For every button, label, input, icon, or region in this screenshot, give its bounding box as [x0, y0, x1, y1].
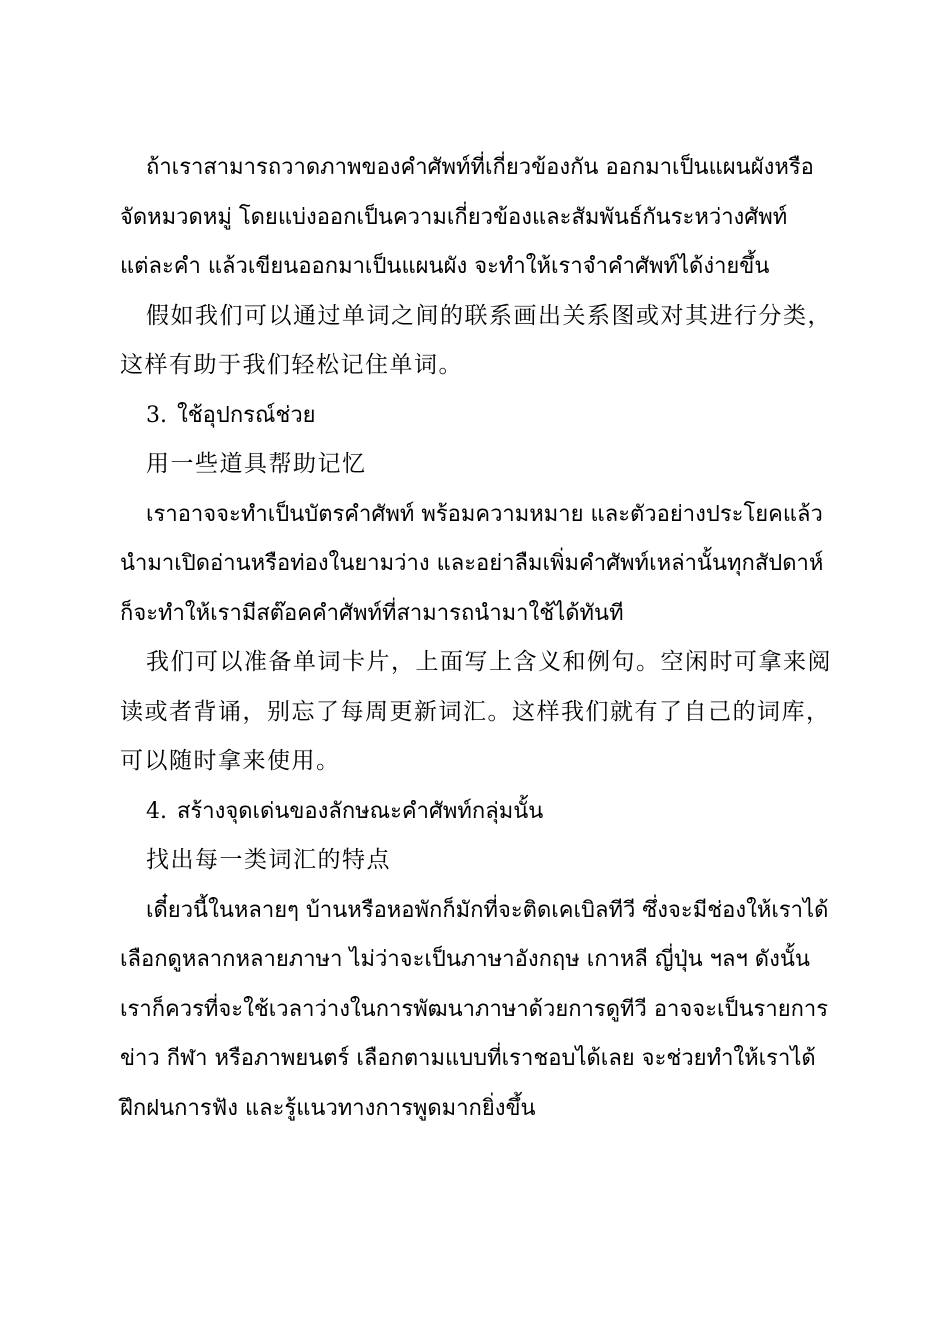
- document-body: [120, 143, 835, 1133]
- section-heading-4: [120, 787, 835, 837]
- section-title-chinese-4: 找出每一类词汇的特点: [146, 847, 391, 873]
- section-title-thai-3: ใช้อุปกรณ์ช่วย: [177, 402, 316, 428]
- paragraph-thai-1: ถ้าเราสามารถวาดภาพของคำศัพท์ที่เกี่ยวข้องกัน ออกมาเป็นแผนผังหรือจัดหมวดหมู่ โดยแบ่งออกเป็นความเกี่ยวข้องและสัมพันธ์กันระหว่างศัพท์แต่ละคำ แล้วเขียนออกมาเป็นแผนผัง จะทำให้เราจำคำศัพท์ได้ง่ายขึ้น: [120, 155, 814, 279]
- section-title-thai-4: สร้างจุดเด่นของลักษณะคำศัพท์กลุ่มนั้น: [177, 798, 544, 824]
- section-number-3: 3.: [146, 402, 167, 428]
- paragraph-thai-2: เราอาจจะทำเป็นบัตรคำศัพท์ พร้อมความหมาย และตัวอย่างประโยคแล้วนำมาเปิดอ่านหรือท่องในยามว่าง และอย่าลืมเพิ่มคำศัพท์เหล่านั้นทุกสัปดาห์ ก็จะทำให้เรามีสต๊อคคำศัพท์ที่สามารถนำมาใช้ได้ทันที: [120, 501, 824, 626]
- paragraph-thai-3: เดี๋ยวนี้ในหลายๆ บ้านหรือหอพักก็มักที่จะติดเคเบิลทีวี ซึ่งจะมีช่องให้เราได้เลือกดูหลากหลายภาษา ไม่ว่าจะเป็นภาษาอังกฤษ เกาหลี ญี่ปุ่น ฯลฯ ดังนั้นเราก็ควรที่จะใช้เวลาว่างในการพัฒนาภาษาด้วยการดูทีวี อาจจะเป็นรายการข่าว กีฬา หรือภาพยนตร์ เลือกตามแบบที่เราชอบได้เลย จะช่วยทำให้เราได้ฝึกฝนการฟัง และรู้แนวทางการพูดมากยิ่งขึ้น: [120, 897, 829, 1121]
- section-number-4: 4.: [146, 798, 167, 824]
- paragraph-chinese-2: 我们可以准备单词卡片，上面写上含义和例句。空闲时可拿来阅读或者背诵，别忘了每周更新词汇。这样我们就有了自己的词库，可以随时拿来使用。: [120, 649, 832, 774]
- section-heading-3: [120, 391, 835, 441]
- section-title-chinese-3: 用一些道具帮助记忆: [146, 451, 367, 477]
- paragraph-chinese-1: 假如我们可以通过单词之间的联系画出关系图或对其进行分类，这样有助于我们轻松记住单词。: [120, 302, 832, 378]
